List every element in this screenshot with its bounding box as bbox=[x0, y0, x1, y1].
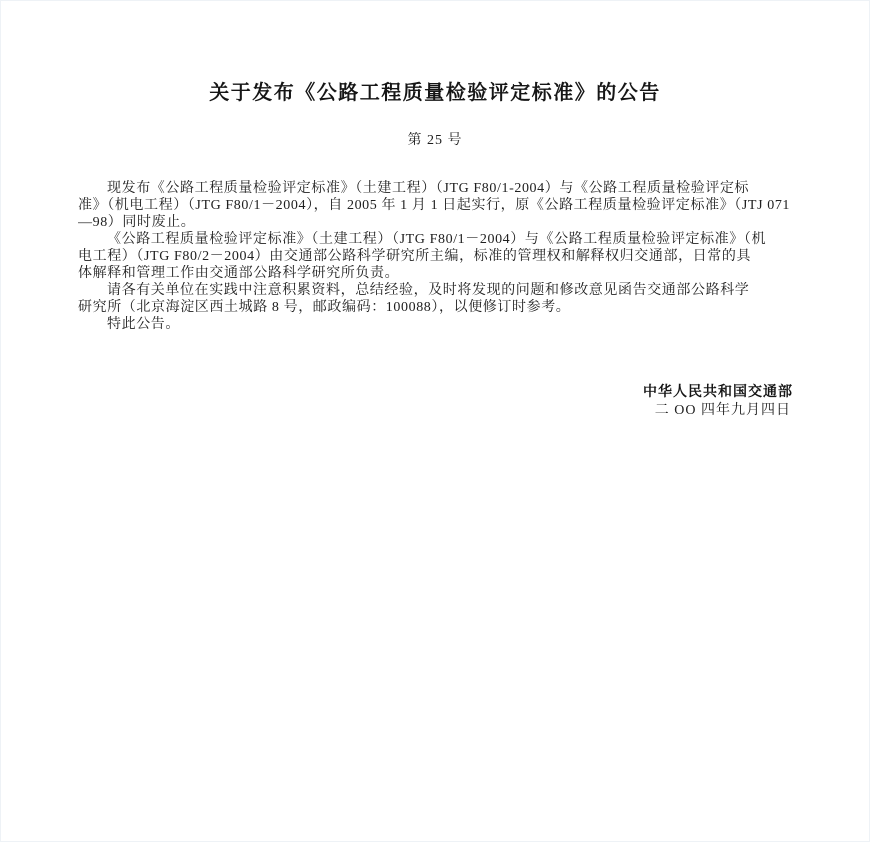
signature-block bbox=[0, 384, 870, 420]
document-body bbox=[0, 180, 870, 333]
paragraph-2 bbox=[78, 231, 794, 282]
paragraph-line: 《公路工程质量检验评定标准》（土建工程）（JTG F80/1－2004）与《公路工程质量检验评定标准》（机 bbox=[107, 232, 767, 247]
paragraph-line: 请各有关单位在实践中注意积累资料，总结经验，及时将发现的问题和修改意见函告交通部公路科学 bbox=[107, 283, 750, 298]
paragraph-line: 电工程）（JTG F80/2－2004）由交通部公路科学研究所主编，标准的管理权和解释权归交通部，日常的具 bbox=[78, 249, 752, 264]
issuer-name: 中华人民共和国交通部 bbox=[643, 385, 793, 400]
paragraph-line: —98）同时废止。 bbox=[78, 215, 196, 230]
closing-paragraph bbox=[78, 316, 794, 333]
issue-date: 二 OO 四年九月四日 bbox=[654, 403, 791, 418]
paragraph-line: 准》（机电工程）（JTG F80/1－2004），自 2005 年 1 月 1 日起实行，原《公路工程质量检验评定标准》（JTJ 071 bbox=[78, 198, 791, 213]
announcement-title: 关于发布《公路工程质量检验评定标准》的公告 bbox=[209, 82, 661, 104]
paragraph-3 bbox=[78, 282, 794, 316]
paragraph-line: 研究所（北京海淀区西土城路 8 号，邮政编码：100088），以便修订时参考。 bbox=[78, 300, 571, 315]
closing-line: 特此公告。 bbox=[107, 317, 180, 332]
doc-number: 第 25 号 bbox=[407, 133, 463, 148]
paragraph-line: 体解释和管理工作由交通部公路科学研究所负责。 bbox=[78, 266, 400, 281]
paragraph-line: 现发布《公路工程质量检验评定标准》（土建工程）（JTG F80/1-2004）与《公路工程质量检验评定标 bbox=[107, 181, 750, 196]
paragraph-1 bbox=[78, 180, 794, 231]
